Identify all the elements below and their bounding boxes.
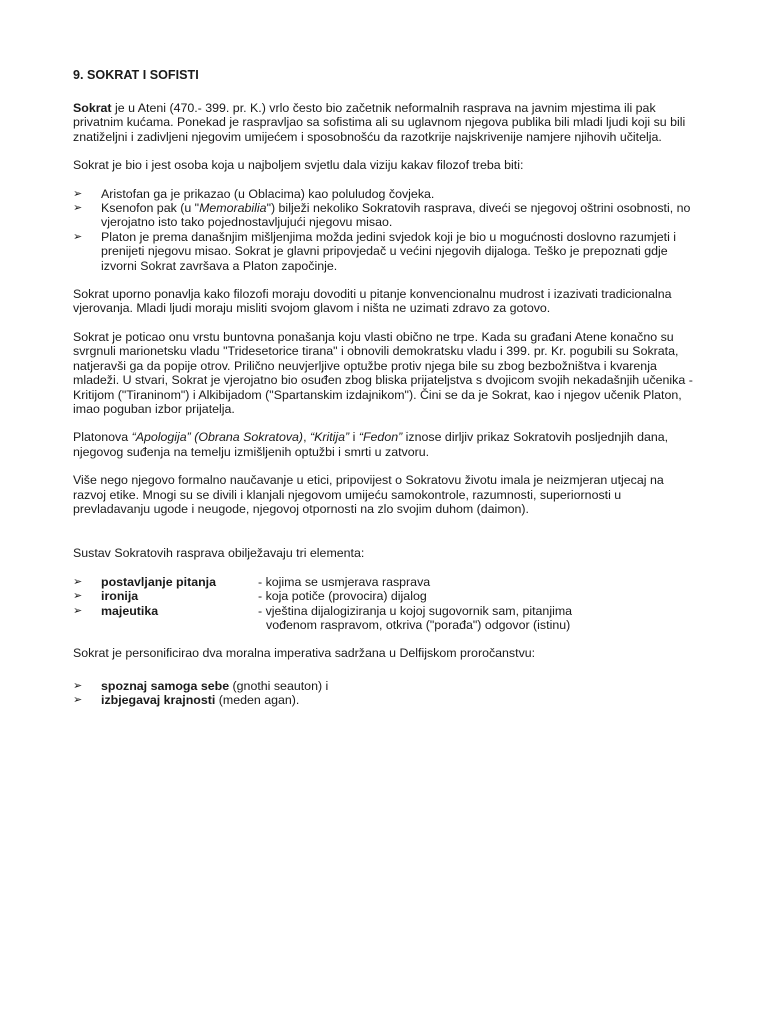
- element-description: - kojima se usmjerava rasprava: [258, 574, 431, 589]
- dialogue-title: “Apologija” (Obrana Sokratova): [131, 430, 304, 445]
- imperative-term: spoznaj samoga sebe: [101, 678, 230, 693]
- section-heading: 9. SOKRAT I SOFISTI: [73, 68, 199, 82]
- element-term: majeutika: [101, 603, 159, 618]
- ethics-paragraph: Više nego njegovo formalno naučavanje u etici, pripovijest o Sokratovu životu imala je neizmjeran utjecaj na razvoj etike. Mnogi su se divili i klanjali njegovom umijeću samokontrole, razumnosti, superiornosti u prevladavanju ugode i neugode, njegovoj otpornosti na zlo svojim duhom (daimon).: [73, 473, 664, 516]
- imperatives-list: [73, 679, 697, 708]
- element-description-line: - vještina dijalogiziranja u kojoj sugovornik sam, pitanjima: [258, 603, 573, 618]
- imperative-term: izbjegavaj krajnosti: [101, 693, 216, 708]
- arrow-bullet-icon: ➢: [73, 590, 83, 603]
- trial-paragraph: Sokrat je poticao onu vrstu buntovna ponašanja koju vlasti obično ne trpe. Kada su građani Atene konačno su svrgnuli marionetsku vladu "Tridesetorice tirana" i obnovili demokratsku vladu i 399. pr. Kr. pogubili su Sokrata, natjeravši ga da popije otrov. Prilično neuvjerljive optužbe protiv njega bile su zbog bezbožništva i kvarenja mladeži. U stvari, Sokrat je vjerojatno bio osuđen zbog bliska prijateljstva s dvojicom svojih nekadašnjih učenika - Kritijom ("Tiraninom") i Alkibijadom ("Spartanskim izdajnikom"). Čini se da je Sokrat, kao i njegov učenik Platon, imao poguban izbor prijatelja.: [73, 329, 693, 416]
- element-description: - koja potiče (provocira) dijalog: [258, 589, 427, 604]
- list-item-text: Platon je prema današnjim mišljenjima možda jedini svjedok koji je bio u mogućnosti doslovno razumjeti i prenijeti njegovu misao. Sokrat je glavni pripovjedač u većini njegovih dijaloga. Teško je prepoznati gdje izvorni Sokrat završava a Platon započinje.: [101, 229, 677, 273]
- elements-intro: Sustav Sokratovih rasprava obilježavaju tri elementa:: [73, 546, 365, 561]
- list-item-text-pre: Ksenofon pak (u ": [101, 201, 200, 216]
- element-item: [73, 589, 697, 603]
- element-term: ironija: [101, 589, 139, 604]
- imperative-item: [73, 679, 697, 693]
- dialogues-separator: ,: [303, 430, 310, 445]
- element-item: [73, 575, 697, 589]
- elements-list: [73, 575, 697, 633]
- arrow-bullet-icon: ➢: [73, 202, 83, 215]
- arrow-bullet-icon: ➢: [73, 604, 83, 617]
- witness-list: [73, 187, 697, 273]
- list-item-title: Memorabilia: [199, 201, 267, 216]
- dialogues-paragraph: [73, 430, 697, 459]
- element-description-line: vođenom raspravom, otkriva ("porađa") odgovor (istinu): [266, 617, 571, 632]
- arrow-bullet-icon: ➢: [73, 679, 83, 692]
- list-item: [73, 201, 697, 230]
- element-term: postavljanje pitanja: [101, 574, 216, 589]
- imperatives-intro: Sokrat je personificirao dva moralna imperativa sadržana u Delfijskom proročanstvu:: [73, 646, 536, 661]
- document-page: [73, 68, 697, 722]
- dialogues-text-pre: Platonova: [73, 430, 132, 445]
- intro-text: je u Ateni (470.- 399. pr. K.) vrlo često bio začetnik neformalnih rasprava na javnim mjestima ili pak privatnim kućama. Ponekad je raspravljao sa sofistima ali su uglavnom njegova publika bili mladi ljudi koji su bili znatiželjni i zadivljeni njegovim umijećem i sposobnošću da razotkrije najskrivenije namjere njihovih učitelja.: [73, 101, 686, 144]
- arrow-bullet-icon: ➢: [73, 230, 83, 243]
- list-item: [73, 230, 697, 273]
- dialogue-title: “Fedon”: [358, 430, 403, 445]
- imperative-gloss: (gnothi seauton) i: [229, 678, 329, 693]
- list-item: [73, 187, 697, 201]
- element-description: [258, 604, 697, 633]
- philosophers-paragraph: Sokrat uporno ponavlja kako filozofi moraju dovoditi u pitanje konvencionalnu mudrost i izazivati tradicionalna vjerovanja. Mladi ljudi moraju misliti svojom glavom i ništa ne uzimati zdravo za gotovo.: [73, 287, 672, 316]
- imperative-gloss: (meden agan).: [215, 693, 300, 708]
- intro-bold-name: Sokrat: [73, 101, 112, 115]
- imperative-item: [73, 693, 697, 707]
- list-item-text-post: ") bilježi nekoliko Sokratovih rasprava, diveći se njegovoj oštrini osobnosti, no vjerojatno isto tako pojednostavljujući njegovu misao.: [101, 201, 691, 230]
- dialogues-text-post: iznose dirljiv prikaz Sokratovih posljednjih dana, njegovog suđenja na temelju izmišljenih optužbi i smrti u zatvoru.: [73, 430, 669, 459]
- list-item-text: Aristofan ga je prikazao (u Oblacima) kao poluludog čovjeka.: [101, 186, 435, 201]
- vision-paragraph: Sokrat je bio i jest osoba koja u najboljem svjetlu dala viziju kakav filozof treba biti:: [73, 158, 524, 173]
- arrow-bullet-icon: ➢: [73, 575, 83, 588]
- element-item: [73, 604, 697, 633]
- dialogue-title: “Kritija”: [309, 430, 350, 445]
- dialogues-separator: i: [349, 430, 359, 445]
- intro-paragraph: [73, 101, 697, 144]
- arrow-bullet-icon: ➢: [73, 694, 83, 707]
- arrow-bullet-icon: ➢: [73, 187, 83, 200]
